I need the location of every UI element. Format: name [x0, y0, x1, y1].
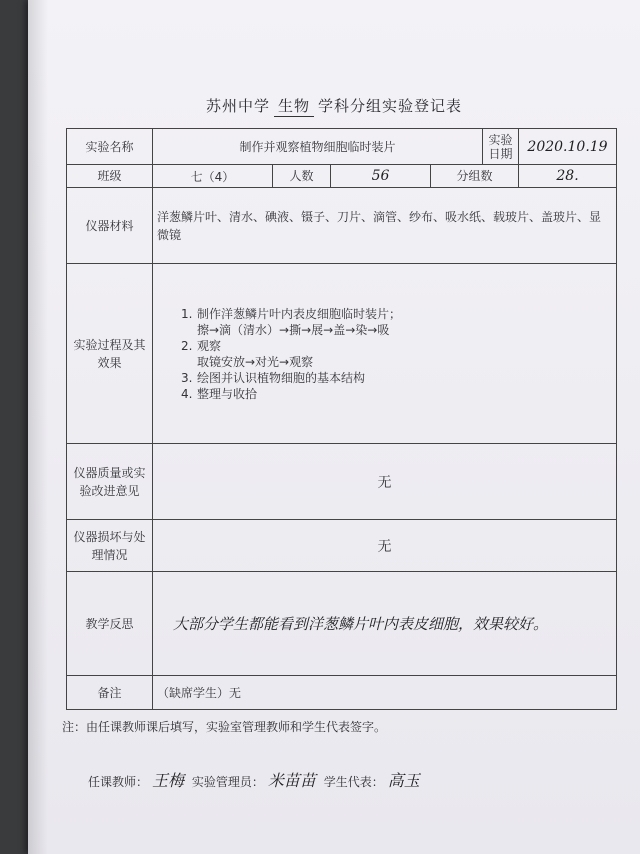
step-number: 2. [181, 338, 193, 353]
quality-label: 仪器质量或实验改进意见 [67, 444, 153, 520]
document-page [28, 0, 640, 854]
page-edge-shadow [28, 0, 48, 854]
step-item [181, 338, 612, 354]
step-item [181, 306, 612, 322]
process-label: 实验过程及其效果 [67, 264, 153, 444]
step-detail: 取镜安放→对光→观察 [197, 354, 314, 369]
registration-form [66, 128, 617, 710]
step-number: 3. [181, 370, 193, 385]
quality-value: 无 [153, 444, 617, 520]
title-school: 苏州中学 [205, 97, 270, 115]
step-text: 制作洋葱鳞片叶内表皮细胞临时装片； [197, 306, 402, 321]
remark-value: （缺席学生）无 [153, 676, 617, 710]
step-number: 4. [181, 386, 193, 401]
step-text: 整理与收拾 [197, 386, 258, 401]
groups-label: 分组数 [431, 165, 519, 188]
teacher-label: 任课教师： [88, 775, 149, 789]
date-value: 2020.10.19 [519, 129, 617, 165]
reflection-value: 大部分学生都能看到洋葱鳞片叶内表皮细胞，效果较好。 [153, 572, 617, 676]
manager-label: 实验管理员： [191, 775, 264, 789]
signature-line [88, 768, 424, 791]
process-cell [153, 264, 617, 444]
process-steps [157, 306, 612, 402]
step-text: 观察 [197, 338, 222, 353]
student-label: 学生代表： [323, 775, 384, 789]
title-suffix: 学科分组实验登记表 [318, 97, 463, 115]
materials-label: 仪器材料 [67, 188, 153, 264]
teacher-signature: 王梅 [152, 771, 185, 790]
class-label: 班级 [67, 165, 153, 188]
damage-value: 无 [153, 520, 617, 572]
experiment-name-value: 制作并观察植物细胞临时装片 [153, 129, 483, 165]
step-item [181, 370, 612, 386]
step-detail: 擦→滴（清水）→撕→展→盖→染→吸 [197, 322, 390, 337]
footnote: 注：由任课教师课后填写，实验室管理教师和学生代表签字。 [62, 720, 387, 734]
date-label: 实验日期 [483, 129, 519, 165]
groups-value: 28. [519, 165, 617, 188]
step-item [181, 386, 612, 402]
class-value: 七（4） [153, 165, 273, 188]
manager-signature: 米苗苗 [267, 771, 316, 790]
experiment-name-label: 实验名称 [67, 129, 153, 165]
title-subject: 生物 [274, 95, 314, 117]
student-signature: 高玉 [387, 771, 420, 790]
materials-value: 洋葱鳞片叶、清水、碘液、镊子、刀片、滴管、纱布、吸水纸、载玻片、盖玻片、显微镜 [153, 188, 617, 264]
count-value: 56 [331, 165, 431, 188]
remark-label: 备注 [67, 676, 153, 710]
step-number: 1. [181, 306, 193, 321]
page-title [28, 95, 640, 117]
step-text: 绘图并认识植物细胞的基本结构 [197, 370, 366, 385]
damage-label: 仪器损坏与处理情况 [67, 520, 153, 572]
count-label: 人数 [273, 165, 331, 188]
reflection-label: 教学反思 [67, 572, 153, 676]
